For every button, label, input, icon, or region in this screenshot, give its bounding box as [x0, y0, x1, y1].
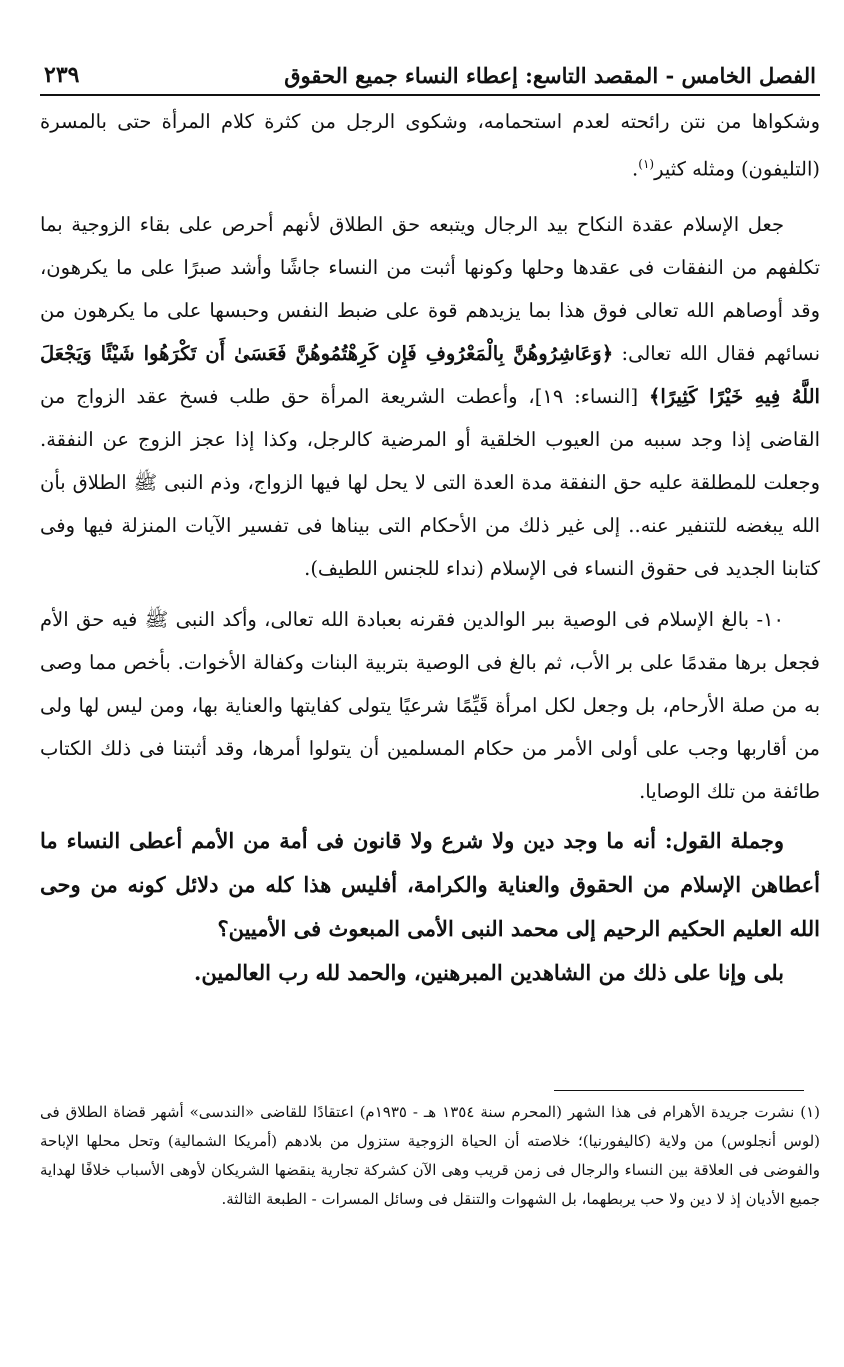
chapter-title: الفصل الخامس - المقصد التاسع: إعطاء النساء جميع الحقوق [284, 63, 816, 88]
running-header [40, 48, 820, 96]
paragraph-5 [40, 951, 820, 995]
footnote-text: (١) نشرت جريدة الأهرام فى هذا الشهر (المحرم سنة ١٣٥٤ هـ - ١٩٣٥م) اعتقادًا للقاضى «الندسى» أشهر قضاة الطلاق فى (لوس أنجلوس) من ولاية (كاليفورنيا)؛ خلاصته أن الحياة الزوجية ستزول من بلادهم (أمريكا الشمالية) وتحل محلها الإباحة والفوضى فى العلاقة بين النساء والرجال فى زمن قريب وهى الآن كشركة تجارية ينقضها الشريكان لأوهى الأسباب خلافًا لهداية جميع الأديان إذ لا دين ولا حب يربطهما، بل الشهوات والتنقل فى وسائل المسرات - الطبعة الثالثة. [40, 1103, 820, 1208]
main-text [40, 100, 820, 813]
paragraph-3 [40, 598, 820, 813]
footnote-reference[interactable]: (١) [638, 157, 655, 171]
paragraph-1-end: . [632, 157, 639, 181]
paragraph-1 [40, 100, 820, 191]
document-page [40, 48, 820, 995]
paragraph-2-text-b: [النساء: ١٩]، وأعطت الشريعة المرأة حق طلب فسخ عقد الزواج من القاضى إذا وجد سببه من العيوب الخلقية أو المرضية كالرجل، وكذا إذا عجز الزوج عن النفقة. وجعلت للمطلقة عليه حق النفقة مدة العدة التى لا يحل لها فيها الزواج، وذم النبى ﷺ الطلاق بأن الله يبغضه للتنفير عنه.. إلى غير ذلك من الأحكام التى بيناها فى تفسير الآيات المنزلة فيها وفى كتابنا الجديد فى حقوق النساء فى الإسلام (نداء للجنس اللطيف). [40, 384, 820, 580]
quran-verse: ﴿وَعَاشِرُوهُنَّ بِالْمَعْرُوفِ فَإِن كَرِهْتُمُوهُنَّ فَعَسَىٰ أَن تَكْرَهُوا شَيْئًا وَيَجْعَلَ اللَّهُ فِيهِ خَيْرًا كَثِيرًا﴾ [40, 341, 820, 408]
footnote [40, 1098, 820, 1214]
paragraph-2-text-a: جعل الإسلام عقدة النكاح بيد الرجال ويتبعه حق الطلاق لأنهم أحرص على بقاء الزوجية بما تكلفهم من النفقات فى عقدها وحلها وكونها أثبت من النساء جاشًا وأشد صبرًا على ما يكرهون، وقد أوصاهم الله تعالى فوق هذا بما يزيدهم قوة على ضبط النفس وحبسها على ما يكرهون من نسائهم فقال الله تعالى: [40, 212, 821, 365]
paragraph-4 [40, 819, 820, 951]
footnote-divider [554, 1090, 804, 1091]
paragraph-4-text: وجملة القول: أنه ما وجد دين ولا شرع ولا قانون فى أمة من الأمم أعطى النساء ما أعطاهن الإسلام من الحقوق والعناية والكرامة، أفليس هذا كله من دلائل كونه من وحى الله العليم الحكيم الرحيم إلى محمد النبى الأمى المبعوث فى الأميين؟ [40, 827, 820, 941]
page-number: ٢٣٩ [44, 62, 80, 88]
paragraph-5-text: بلى وإنا على ذلك من الشاهدين المبرهنين، والحمد لله رب العالمين. [194, 959, 784, 985]
paragraph-2 [40, 203, 820, 590]
paragraph-1-text: وشكواها من نتن رائحته لعدم استحمامه، وشكوى الرجل من كثرة كلام المرأة حتى بالمسرة (التليفون) ومثله كثير [40, 110, 820, 181]
paragraph-3-text: ١٠- بالغ الإسلام فى الوصية ببر الوالدين فقرنه بعبادة الله تعالى، وأكد النبى ﷺ فيه حق الأم فجعل برها مقدمًا على بر الأب، ثم بالغ فى الوصية بتربية البنات وكفالة الأخوات. بأخص مما وصى به من صلة الأرحام، بل وجعل لكل امرأة قَيِّمًا شرعيًا يتولى كفايتها والعناية بها، ومن ليس لها ولى من أقاربها وجب على أولى الأمر من حكام المسلمين أن يتولوا أمرها، وقد أثبتنا فى ذلك الكتاب طائفة من تلك الوصايا. [40, 607, 820, 803]
